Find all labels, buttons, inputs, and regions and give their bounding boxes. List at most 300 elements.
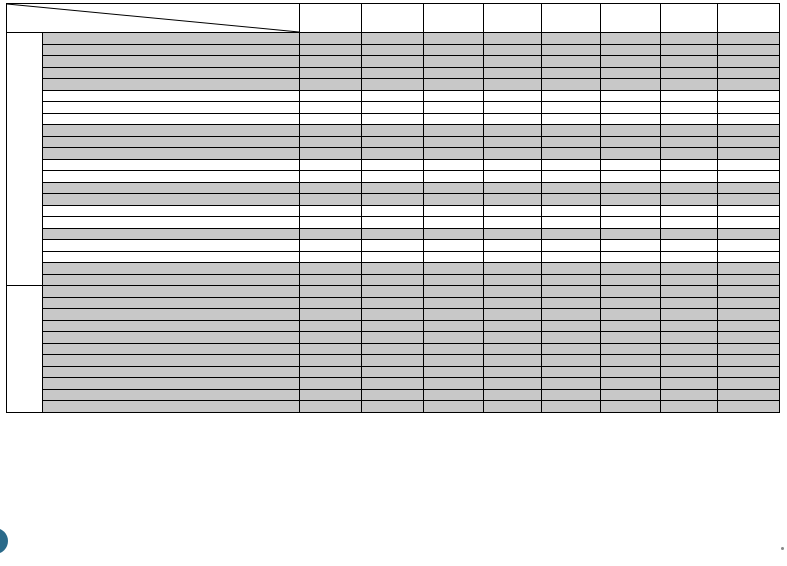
assignment-mark [718,286,780,298]
assignment-mark [484,228,542,240]
assignment-mark [661,90,718,102]
assignment-mark [542,389,601,401]
assignment-mark [300,182,362,194]
assignment-mark [484,263,542,275]
task-name [43,332,300,344]
assignment-mark [718,297,780,309]
task-name [43,44,300,56]
assignment-mark [484,194,542,206]
assignment-mark [424,263,484,275]
assignment-mark [601,113,661,125]
assignment-mark [300,343,362,355]
assignment-mark [542,366,601,378]
assignment-mark [542,343,601,355]
assignment-mark [362,389,424,401]
assignment-mark [484,355,542,367]
assignment-mark [362,320,424,332]
task-name [43,286,300,298]
assignment-mark [718,205,780,217]
assignment-mark [484,56,542,68]
assignment-mark [484,205,542,217]
assignment-mark [542,171,601,183]
assignment-mark [362,297,424,309]
assignment-mark [601,263,661,275]
assignment-mark [424,389,484,401]
assignment-mark [601,274,661,286]
assignment-mark [661,148,718,160]
assignment-mark [718,309,780,321]
assignment-mark [484,251,542,263]
assignment-mark [424,56,484,68]
assignment-mark [661,286,718,298]
table-row [7,274,780,286]
assignment-mark [300,159,362,171]
assignment-mark [424,355,484,367]
assignment-mark [601,389,661,401]
assignment-mark [362,102,424,114]
task-name [43,263,300,275]
assignment-mark [424,182,484,194]
assignment-mark [718,228,780,240]
assignment-mark [300,378,362,390]
table-row [7,251,780,263]
assignment-mark [661,320,718,332]
assignment-mark [424,240,484,252]
assignment-mark [362,194,424,206]
assignment-mark [661,240,718,252]
country-header [362,4,424,33]
assignment-mark [424,125,484,137]
assignment-mark [661,56,718,68]
assignment-mark [718,159,780,171]
assignment-mark [300,274,362,286]
assignment-mark [300,44,362,56]
assignment-mark [484,309,542,321]
table-row [7,33,780,45]
assignment-mark [484,320,542,332]
assignment-mark [661,401,718,413]
assignment-mark [542,125,601,137]
assignment-mark [601,217,661,229]
assignment-mark [484,366,542,378]
slide-corner-decoration [0,528,8,554]
assignment-mark [718,125,780,137]
assignment-mark [362,286,424,298]
table-row [7,125,780,137]
assignment-mark [484,67,542,79]
assignment-mark [542,205,601,217]
assignment-mark [661,389,718,401]
assignment-mark [718,33,780,45]
assignment-mark [542,309,601,321]
assignment-mark [661,366,718,378]
table-row [7,228,780,240]
assignment-mark [362,401,424,413]
assignment-mark [718,240,780,252]
assignment-mark [424,343,484,355]
assignment-mark [718,148,780,160]
assignment-mark [484,401,542,413]
assignment-mark [362,378,424,390]
assignment-mark [424,171,484,183]
assignment-mark [362,113,424,125]
assignment-mark [424,286,484,298]
assignment-mark [300,228,362,240]
table-row [7,194,780,206]
task-name [43,274,300,286]
assignment-mark [424,378,484,390]
assignment-mark [542,320,601,332]
task-name [43,102,300,114]
assignment-mark [300,251,362,263]
country-header [542,4,601,33]
assignment-mark [484,125,542,137]
assignment-mark [300,56,362,68]
assignment-mark [601,159,661,171]
assignment-mark [601,56,661,68]
assignment-mark [362,182,424,194]
assignment-mark [300,355,362,367]
table-row [7,240,780,252]
assignment-mark [542,102,601,114]
assignment-mark [484,136,542,148]
assignment-mark [484,102,542,114]
assignment-mark [601,33,661,45]
table-row [7,56,780,68]
assignment-mark [424,44,484,56]
assignment-mark [601,320,661,332]
assignment-mark [362,355,424,367]
assignment-mark [362,343,424,355]
assignment-mark [718,401,780,413]
assignment-mark [542,401,601,413]
assignment-mark [661,79,718,91]
assignment-mark [424,366,484,378]
assignment-mark [362,251,424,263]
task-name [43,56,300,68]
assignment-mark [362,171,424,183]
country-header [484,4,542,33]
assignment-mark [718,44,780,56]
assignment-mark [601,67,661,79]
assignment-mark [484,159,542,171]
assignment-mark [661,343,718,355]
assignment-mark [362,79,424,91]
assignment-mark [718,263,780,275]
assignment-mark [424,67,484,79]
assignment-mark [601,378,661,390]
assignment-mark [718,355,780,367]
assignment-mark [542,148,601,160]
assignment-mark [718,136,780,148]
task-name [43,320,300,332]
assignment-mark [601,44,661,56]
assignment-mark [661,182,718,194]
assignment-mark [362,217,424,229]
table-body [7,33,780,413]
assignment-mark [718,79,780,91]
assignment-mark [601,228,661,240]
assignment-mark [542,332,601,344]
assignment-mark [424,159,484,171]
assignment-mark [484,297,542,309]
task-name [43,366,300,378]
assignment-mark [424,228,484,240]
assignment-mark [661,171,718,183]
assignment-mark [300,401,362,413]
table-row [7,286,780,298]
assignment-mark [484,286,542,298]
assignment-mark [718,113,780,125]
task-name [43,389,300,401]
assignment-mark [542,251,601,263]
task-name [43,355,300,367]
assignment-mark [661,205,718,217]
assignment-mark [424,136,484,148]
task-name [43,217,300,229]
assignment-mark [424,90,484,102]
assignment-mark [484,182,542,194]
table-row [7,355,780,367]
assignment-mark [661,274,718,286]
assignment-mark [601,366,661,378]
task-name [43,125,300,137]
table-row [7,67,780,79]
task-name [43,136,300,148]
table-row [7,113,780,125]
assignment-mark [661,125,718,137]
table-row [7,148,780,160]
task-name [43,343,300,355]
assignment-mark [661,102,718,114]
assignment-mark [661,228,718,240]
assignment-mark [362,332,424,344]
assignment-mark [718,182,780,194]
assignment-mark [300,79,362,91]
assignment-mark [300,297,362,309]
assignment-mark [601,194,661,206]
assignment-mark [542,286,601,298]
assignment-mark [542,217,601,229]
assignment-mark [601,125,661,137]
task-name [43,251,300,263]
table-row [7,389,780,401]
task-name [43,33,300,45]
assignment-mark [718,343,780,355]
table-row [7,297,780,309]
assignment-mark [661,297,718,309]
assignment-mark [661,309,718,321]
task-name [43,90,300,102]
assignment-mark [542,297,601,309]
task-name [43,240,300,252]
assignment-mark [300,286,362,298]
assignment-mark [300,113,362,125]
assignment-mark [362,366,424,378]
header-row [7,4,780,33]
assignment-mark [661,332,718,344]
assignment-mark [300,240,362,252]
assignment-mark [601,205,661,217]
assignment-mark [362,136,424,148]
table-row [7,90,780,102]
assignment-mark [362,240,424,252]
assignment-mark [601,401,661,413]
assignment-mark [601,102,661,114]
assignment-mark [601,148,661,160]
table-row [7,332,780,344]
assignment-mark [362,67,424,79]
assignment-mark [424,194,484,206]
assignment-mark [542,182,601,194]
assignment-mark [300,389,362,401]
task-name [43,205,300,217]
assignment-mark [362,125,424,137]
assignment-mark [718,378,780,390]
assignment-mark [484,274,542,286]
task-name [43,182,300,194]
assignment-mark [300,136,362,148]
task-name [43,309,300,321]
assignment-mark [661,355,718,367]
assignment-mark [718,56,780,68]
table-row [7,102,780,114]
assignment-mark [718,67,780,79]
assignment-mark [362,33,424,45]
assignment-mark [661,67,718,79]
assignment-mark [601,171,661,183]
table-row [7,309,780,321]
assignment-mark [484,343,542,355]
assignment-mark [661,217,718,229]
assignment-mark [718,320,780,332]
assignment-mark [300,263,362,275]
table-row [7,44,780,56]
assignment-mark [362,56,424,68]
table-row [7,136,780,148]
assignment-mark [424,113,484,125]
task-name [43,171,300,183]
assignment-mark [300,320,362,332]
table-row [7,343,780,355]
assignment-mark [362,263,424,275]
assignment-mark [601,182,661,194]
assignment-mark [542,263,601,275]
assignment-mark [601,79,661,91]
assignment-mark [661,113,718,125]
assignment-mark [718,194,780,206]
assignment-mark [362,205,424,217]
assignment-mark [300,171,362,183]
assignment-mark [484,90,542,102]
assignment-mark [484,148,542,160]
assignment-mark [601,240,661,252]
table-row [7,182,780,194]
assignment-mark [300,366,362,378]
assignment-mark [424,274,484,286]
assignment-mark [661,378,718,390]
table-row [7,205,780,217]
table-row [7,159,780,171]
country-header [424,4,484,33]
task-name [43,148,300,160]
assignment-mark [542,67,601,79]
table-row [7,320,780,332]
assignment-mark [424,332,484,344]
assignment-mark [601,309,661,321]
country-header [300,4,362,33]
decorative-dot [781,547,784,550]
assignment-mark [718,251,780,263]
assignment-mark [718,274,780,286]
task-name [43,297,300,309]
assignment-mark [362,309,424,321]
country-header [661,4,718,33]
assignment-mark [300,148,362,160]
assignment-mark [424,320,484,332]
assignment-mark [661,136,718,148]
task-name [43,378,300,390]
assignment-mark [718,90,780,102]
assignment-mark [542,159,601,171]
assignment-mark [424,217,484,229]
assignment-mark [542,56,601,68]
assignment-mark [362,90,424,102]
assignment-mark [542,136,601,148]
assignment-mark [362,44,424,56]
assignment-mark [424,401,484,413]
assignment-mark [424,79,484,91]
assignment-mark [300,217,362,229]
assignment-mark [661,44,718,56]
assignment-mark [542,194,601,206]
assignment-mark [601,136,661,148]
assignment-mark [300,194,362,206]
country-header [601,4,661,33]
assignment-mark [601,251,661,263]
diagonal-line-icon [7,4,299,32]
assignment-mark [661,263,718,275]
header-corner-cell [7,4,300,33]
assignment-mark [542,228,601,240]
assignment-mark [718,366,780,378]
assignment-mark [484,79,542,91]
assignment-mark [484,217,542,229]
task-name [43,194,300,206]
assignment-mark [362,159,424,171]
task-name [43,67,300,79]
assignment-mark [362,274,424,286]
duty-comparison-table-container [6,3,779,413]
assignment-mark [484,171,542,183]
assignment-mark [362,228,424,240]
assignment-mark [300,125,362,137]
assignment-mark [424,251,484,263]
assignment-mark [718,389,780,401]
category-label [7,286,43,413]
task-name [43,228,300,240]
assignment-mark [661,159,718,171]
assignment-mark [542,90,601,102]
assignment-mark [424,205,484,217]
task-name [43,79,300,91]
assignment-mark [718,332,780,344]
assignment-mark [300,332,362,344]
table-row [7,171,780,183]
assignment-mark [542,79,601,91]
assignment-mark [484,389,542,401]
assignment-mark [542,355,601,367]
